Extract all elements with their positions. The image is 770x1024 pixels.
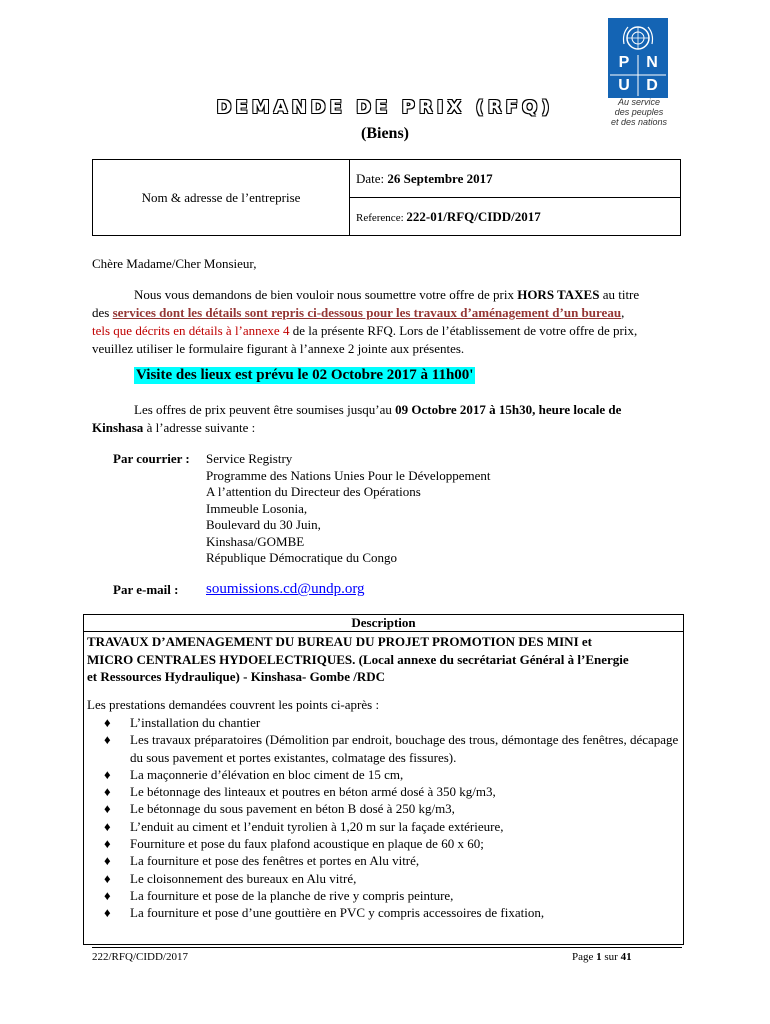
document-subtitle: (Biens) [361, 125, 409, 142]
diamond-bullet-icon: ♦ [104, 732, 111, 748]
courrier-address: Service Registry Programme des Nations Unies Pour le Développement A l’attention du Directeur des Opérations Immeuble Losonia, Boulevard du 30 Juin, Kinshasa/GOMBE République Démocratique du Congo [206, 451, 491, 565]
footer-reference: 222/RFQ/CIDD/2017 [92, 951, 188, 963]
date-label: Date: [356, 170, 388, 186]
list-item: ♦ Les travaux préparatoires (Démolition par endroit, bouchage des trous, démontage des fenêtres, décapage du sous pavement et portes existantes, colmatage des fissures). [104, 732, 679, 765]
email-link[interactable]: soumissions.cd@undp.org [206, 581, 365, 597]
reference-label: Reference: [356, 211, 407, 224]
prestations-intro: Les prestations demandées couvrent les points ci-après : [87, 697, 380, 712]
description-header: Description [83, 614, 684, 632]
document-title: DEMANDE DE PRIX (RFQ) [216, 97, 554, 118]
entreprise-label: Nom & adresse de l’entreprise [141, 189, 301, 205]
list-item: ♦ La fourniture et pose des fenêtres et portes en Alu vitré, [104, 853, 420, 869]
diamond-bullet-icon: ♦ [104, 870, 111, 886]
diamond-bullet-icon: ♦ [104, 818, 111, 834]
paragraph-2: Les offres de prix peuvent être soumises jusqu’au 09 Octobre 2017 à 15h30, heure locale de Kinshasa à l’adresse suivante : [92, 402, 622, 435]
undp-logo [608, 18, 668, 98]
services-link-text: services dont les détails sont repris ci-dessous pour les travaux d’aménagement d’un bureau [112, 305, 622, 320]
date-value: 26 Septembre 2017 [387, 170, 493, 186]
diamond-bullet-icon: ♦ [104, 836, 111, 852]
logo-tagline: Au service des peuples et des nations [610, 97, 668, 127]
list-item: ♦ La maçonnerie d’élévation en bloc ciment de 15 cm, [104, 766, 404, 782]
date-cell [350, 160, 681, 198]
list-item: ♦ La fourniture et pose de la planche de rive y compris peinture, [104, 887, 454, 903]
list-item: ♦ Fourniture et pose du faux plafond acoustique en plaque de 60 x 60; [104, 836, 484, 852]
logo-letter-d: D [646, 77, 658, 94]
diamond-bullet-icon: ♦ [104, 766, 111, 782]
list-item: ♦ L’installation du chantier [104, 715, 261, 730]
email-label: Par e-mail : [113, 582, 179, 597]
footer-divider [92, 947, 682, 948]
courrier-label: Par courrier : [113, 451, 190, 466]
list-item: ♦ Le bétonnage du sous pavement en béton B dosé à 250 kg/m3, [104, 801, 455, 817]
info-table [92, 159, 681, 236]
diamond-bullet-icon: ♦ [104, 801, 111, 817]
annexe-4-ref: tels que décrits en détails à l’annexe 4 [92, 323, 290, 338]
list-item: ♦ Le cloisonnement des bureaux en Alu vitré, [104, 870, 357, 886]
hors-taxes: HORS TAXES [517, 287, 600, 302]
diamond-bullet-icon: ♦ [104, 905, 111, 921]
visite-highlight: Visite des lieux est prévu le 02 Octobre 2017 à 11h00' [136, 367, 474, 383]
reference-cell [350, 198, 681, 236]
page-number: Page 1 sur 41 [572, 951, 632, 963]
salutation: Chère Madame/Cher Monsieur, [92, 256, 257, 271]
list-item: ♦ La fourniture et pose d’une gouttière en PVC y compris accessoires de fixation, [104, 905, 545, 921]
logo-letter-n: N [646, 54, 658, 71]
diamond-bullet-icon: ♦ [104, 715, 111, 730]
diamond-bullet-icon: ♦ [104, 853, 111, 869]
diamond-bullet-icon: ♦ [104, 784, 111, 800]
reference-value: 222-01/RFQ/CIDD/2017 [406, 208, 541, 224]
logo-letter-p: P [618, 54, 630, 71]
entreprise-cell [93, 160, 350, 236]
list-item: ♦ Le bétonnage des linteaux et poutres en béton armé dosé à 350 kg/m3, [104, 784, 496, 800]
project-title: TRAVAUX D’AMENAGEMENT DU BUREAU DU PROJET PROMOTION DES MINI et MICRO CENTRALES HYDOELECTRIQUES. (Local annexe du secrétariat Général à l’Energie et Ressources Hydraulique) - Kinshasa- Gombe /RDC [87, 634, 629, 684]
list-item: ♦ L’enduit au ciment et l’enduit tyrolien à 1,20 m sur la façade extérieure, [104, 818, 504, 834]
prestations-list [104, 714, 679, 922]
diamond-bullet-icon: ♦ [104, 887, 111, 903]
logo-letter-u: U [618, 77, 630, 94]
paragraph-1: Nous vous demandons de bien vouloir nous soumettre votre offre de prix HORS TAXES au titre des services dont les détails sont repris ci-dessous pour les travaux d’aménagement d’un bureau, tels que décrits en détails à l’annexe 4 de la présente RFQ. Lors de l’établissement de votre offre de prix, veuillez utiliser le formulaire figurant à l’annexe 2 jointe aux présentes. [92, 287, 640, 356]
deadline: 09 Octobre 2017 à 15h30, heure locale de [395, 402, 622, 417]
